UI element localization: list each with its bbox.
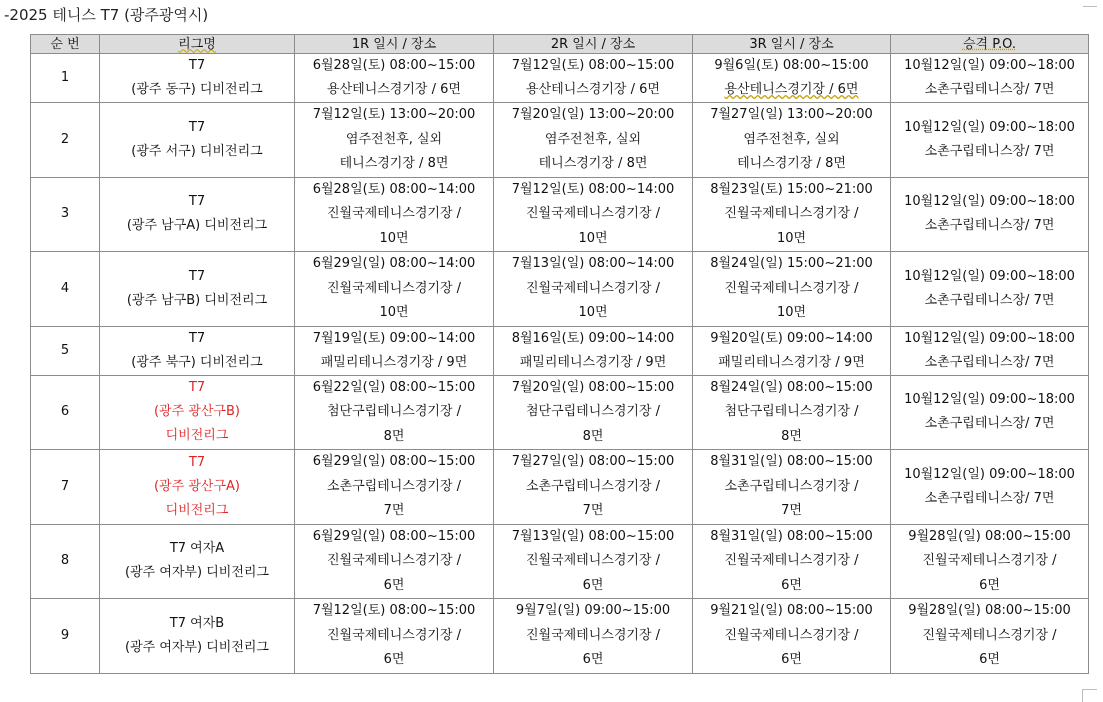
schedule-line: 10면: [776, 230, 807, 246]
schedule-line: 10월12일(일) 09:00~18:00: [904, 119, 1075, 135]
promotion-po-cell: [891, 375, 1089, 450]
schedule-line: 9월28일(일) 08:00~15:00: [908, 603, 1071, 618]
league-name-cell: [100, 54, 295, 103]
round-1-cell: [295, 450, 494, 525]
schedule-line: 7월20일(일) 13:00~20:00: [511, 107, 675, 122]
league-name-cell: [100, 450, 295, 525]
schedule-line: 진월국제테니스경기장 /: [326, 627, 462, 643]
schedule-line: 8면: [781, 428, 802, 444]
schedule-line: 7월20일(일) 08:00~15:00: [511, 379, 675, 395]
schedule-line: 9월20일(토) 09:00~14:00: [710, 330, 873, 346]
schedule-line: 6월29일(일) 08:00~14:00: [312, 256, 476, 271]
row-number: 6: [31, 375, 100, 450]
round-1-cell: [295, 326, 494, 375]
schedule-line: 7월13일(일) 08:00~14:00: [511, 256, 675, 271]
league-name-line: 디비전리그: [165, 428, 229, 444]
schedule-line: 8면: [383, 428, 405, 444]
table-row: [31, 524, 1089, 599]
league-name-line: (광주 광산구A): [154, 478, 240, 494]
schedule-line: 소촌구립테니스장/ 7면: [924, 354, 1055, 370]
league-name-line: T7: [188, 454, 206, 470]
schedule-line: 10월12일(일) 09:00~18:00: [904, 58, 1075, 73]
promotion-po-cell: [891, 54, 1089, 103]
schedule-line: 패밀리테니스경기장 / 9면: [320, 354, 468, 370]
league-name-cell: [100, 177, 295, 252]
league-name-line: T7: [188, 380, 206, 396]
league-name-line: (광주 북구) 디비전리그: [131, 354, 263, 370]
round-2-cell: [494, 252, 693, 327]
league-name-line: T7: [188, 330, 206, 346]
schedule-line: 10면: [776, 305, 807, 320]
round-1-cell: [295, 599, 494, 674]
schedule-line: 7월19일(토) 09:00~14:00: [312, 330, 476, 346]
table-row: [31, 252, 1089, 327]
league-name-cell: [100, 252, 295, 327]
schedule-line: 테니스경기장 / 8면: [339, 156, 449, 171]
round-2-cell: [494, 450, 693, 525]
row-number: 7: [31, 450, 100, 525]
promotion-po-cell: [891, 252, 1089, 327]
schedule-line: 소촌구립테니스장/ 7면: [924, 490, 1055, 506]
league-name-line: (광주 서구) 디비전리그: [131, 143, 263, 159]
league-name-cell: [100, 326, 295, 375]
row-number: 2: [31, 103, 100, 178]
header-round-2: 2R 일시 / 장소: [494, 35, 693, 54]
header-league: [100, 35, 295, 54]
schedule-line: 9월7일(일) 09:00~15:00: [515, 603, 671, 618]
schedule-line: 7월13일(일) 08:00~15:00: [511, 528, 675, 544]
schedule-line: 소촌구립테니스경기장 /: [525, 478, 661, 494]
schedule-line: 9월28일(일) 08:00~15:00: [908, 528, 1071, 544]
schedule-line: 소촌구립테니스장/ 7면: [924, 143, 1055, 159]
schedule-line: 10면: [578, 230, 608, 246]
round-3-cell: [693, 252, 891, 327]
schedule-body: [31, 54, 1089, 674]
schedule-line: 6면: [979, 652, 1000, 667]
schedule-line: 용산테니스경기장 / 6면: [526, 82, 660, 97]
schedule-line: 진월국제테니스경기장 /: [724, 280, 859, 296]
schedule-line: 6월28일(토) 08:00~14:00: [312, 181, 476, 197]
schedule-line: 소촌구립테니스장/ 7면: [924, 218, 1055, 234]
league-name-line: T7: [188, 194, 206, 210]
row-number: 9: [31, 599, 100, 674]
schedule-line: 염주전천후, 실외: [743, 131, 840, 147]
round-3-cell: [693, 450, 891, 525]
schedule-line: 소촌구립테니스장/ 7면: [924, 416, 1055, 432]
round-2-cell: [494, 103, 693, 178]
promotion-po-cell: [891, 103, 1089, 178]
row-number: 5: [31, 326, 100, 375]
league-name-cell: [100, 375, 295, 450]
league-name-line: (광주 여자부) 디비전리그: [125, 565, 269, 581]
round-2-cell: [494, 375, 693, 450]
round-3-cell: [693, 599, 891, 674]
schedule-line: 8월31일(일) 08:00~15:00: [710, 528, 873, 544]
promotion-po-cell: [891, 326, 1089, 375]
round-3-cell: [693, 524, 891, 599]
schedule-line: 7면: [781, 503, 802, 518]
header-no: 순 번: [31, 35, 100, 54]
table-row: [31, 599, 1089, 674]
header-round-3: 3R 일시 / 장소: [693, 35, 891, 54]
schedule-line: 6면: [781, 652, 802, 667]
schedule-line: 7월27일(일) 13:00~20:00: [710, 107, 873, 122]
row-number: 3: [31, 177, 100, 252]
table-row: [31, 54, 1089, 103]
schedule-line: 10면: [379, 230, 409, 246]
row-number: 8: [31, 524, 100, 599]
schedule-line: 7월12일(토) 13:00~20:00: [312, 107, 476, 122]
schedule-line: 첨단구립테니스경기장 /: [326, 404, 462, 419]
round-3-cell: [693, 326, 891, 375]
schedule-line: 6월22일(일) 08:00~15:00: [312, 379, 476, 395]
schedule-line: 6면: [582, 577, 604, 593]
league-name-line: (광주 남구A) 디비전리그: [126, 218, 268, 234]
round-2-cell: [494, 177, 693, 252]
schedule-line: 6면: [781, 577, 802, 593]
schedule-line: 진월국제테니스경기장 /: [326, 553, 462, 568]
schedule-line: 패밀리테니스경기장 / 9면: [718, 354, 865, 370]
schedule-line: 진월국제테니스경기장 /: [525, 206, 661, 221]
promotion-po-cell: [891, 450, 1089, 525]
league-name-cell: [100, 599, 295, 674]
league-name-line: T7: [188, 268, 206, 284]
schedule-line: 10월12일(일) 09:00~18:00: [904, 268, 1075, 284]
league-name-cell: [100, 524, 295, 599]
header-promotion-po: [891, 35, 1089, 54]
schedule-line: 6월29일(일) 08:00~15:00: [312, 454, 476, 469]
round-1-cell: [295, 54, 494, 103]
schedule-line: 진월국제테니스경기장 /: [724, 627, 859, 643]
schedule-line: 용산테니스경기장 / 6면: [327, 82, 461, 97]
league-name-line: T7: [188, 119, 206, 135]
schedule-line: 진월국제테니스경기장 /: [525, 627, 661, 643]
league-name-cell: [100, 103, 295, 178]
schedule-line: 10면: [379, 305, 409, 320]
schedule-line: 7월12일(토) 08:00~15:00: [312, 603, 476, 618]
league-name-line: (광주 여자부) 디비전리그: [125, 639, 269, 655]
schedule-line: 염주전천후, 실외: [544, 131, 642, 147]
header-row: [31, 35, 1089, 54]
row-number: 4: [31, 252, 100, 327]
header-league-label: 리그명: [178, 36, 216, 52]
schedule-line: 소촌구립테니스경기장 /: [724, 478, 859, 494]
schedule-line: 소촌구립테니스경기장 /: [326, 478, 462, 494]
promotion-po-cell: [891, 177, 1089, 252]
schedule-line: 용산테니스경기장 / 6면: [724, 82, 859, 97]
header-po-label: 승격 P.O.: [962, 36, 1017, 52]
schedule-line: 7면: [582, 503, 604, 518]
schedule-line: 9월6일(토) 08:00~15:00: [714, 58, 869, 73]
round-1-cell: [295, 177, 494, 252]
schedule-line: 10월12일(일) 09:00~18:00: [904, 466, 1075, 482]
schedule-line: 6면: [383, 652, 405, 667]
schedule-line: 6월28일(토) 08:00~15:00: [312, 58, 476, 73]
schedule-line: 8면: [582, 428, 604, 444]
schedule-line: 진월국제테니스경기장 /: [922, 627, 1057, 643]
schedule-line: 패밀리테니스경기장 / 9면: [519, 354, 667, 370]
table-row: [31, 326, 1089, 375]
schedule-line: 진월국제테니스경기장 /: [326, 206, 462, 221]
page-corner-mark-top: [1083, 0, 1097, 7]
schedule-line: 10월12일(일) 09:00~18:00: [904, 330, 1075, 346]
schedule-line: 8월31일(일) 08:00~15:00: [710, 454, 873, 469]
league-name-line: (광주 남구B) 디비전리그: [126, 292, 268, 308]
round-3-cell: [693, 54, 891, 103]
schedule-line: 6월29일(일) 08:00~15:00: [312, 528, 476, 544]
schedule-line: 8월24일(일) 15:00~21:00: [710, 256, 873, 271]
round-1-cell: [295, 524, 494, 599]
round-3-cell: [693, 103, 891, 178]
league-name-line: 디비전리그: [165, 502, 229, 518]
round-2-cell: [494, 54, 693, 103]
page-corner-mark-bottom: [1082, 689, 1097, 702]
round-1-cell: [295, 103, 494, 178]
schedule-line: 6면: [582, 652, 604, 667]
schedule-line: 테니스경기장 / 8면: [538, 156, 648, 171]
league-name-line: T7 여자A: [169, 541, 225, 557]
league-name-line: T7 여자B: [169, 615, 225, 631]
schedule-line: 진월국제테니스경기장 /: [922, 553, 1057, 568]
schedule-line: 8월23일(토) 15:00~21:00: [710, 181, 873, 197]
schedule-line: 8월24일(일) 08:00~15:00: [710, 379, 873, 395]
schedule-line: 첨단구립테니스경기장 /: [724, 404, 859, 419]
schedule-line: 염주전천후, 실외: [345, 131, 443, 147]
schedule-line: 7월12일(토) 08:00~15:00: [511, 58, 675, 73]
league-name-line: (광주 광산구B): [154, 404, 240, 420]
schedule-line: 7면: [383, 503, 405, 518]
schedule-line: 6면: [979, 577, 1000, 593]
document-title: -2025 테니스 T7 (광주광역시): [4, 6, 209, 24]
schedule-line: 첨단구립테니스경기장 /: [525, 404, 661, 419]
schedule-line: 6면: [383, 577, 405, 593]
table-row: [31, 177, 1089, 252]
round-2-cell: [494, 599, 693, 674]
round-1-cell: [295, 252, 494, 327]
row-number: 1: [31, 54, 100, 103]
schedule-line: 10월12일(일) 09:00~18:00: [904, 194, 1075, 210]
schedule-line: 9월21일(일) 08:00~15:00: [710, 603, 873, 618]
round-3-cell: [693, 177, 891, 252]
schedule-line: 10월12일(일) 09:00~18:00: [904, 392, 1075, 408]
table-row: [31, 450, 1089, 525]
schedule-line: 8월16일(토) 09:00~14:00: [511, 330, 675, 346]
schedule-line: 진월국제테니스경기장 /: [326, 280, 462, 296]
schedule-line: 10면: [578, 305, 608, 320]
schedule-line: 진월국제테니스경기장 /: [525, 280, 661, 296]
league-name-line: T7: [188, 58, 206, 73]
schedule-table: [30, 34, 1089, 674]
schedule-line: 소촌구립테니스장/ 7면: [924, 82, 1055, 97]
header-round-1: 1R 일시 / 장소: [295, 35, 494, 54]
schedule-line: 소촌구립테니스장/ 7면: [924, 292, 1055, 308]
schedule-line: 진월국제테니스경기장 /: [525, 553, 661, 568]
league-name-line: (광주 동구) 디비전리그: [131, 82, 263, 97]
promotion-po-cell: [891, 524, 1089, 599]
table-row: [31, 375, 1089, 450]
round-2-cell: [494, 326, 693, 375]
schedule-line: 7월27일(일) 08:00~15:00: [511, 454, 675, 469]
round-2-cell: [494, 524, 693, 599]
schedule-line: 7월12일(토) 08:00~14:00: [511, 181, 675, 197]
round-3-cell: [693, 375, 891, 450]
schedule-line: 진월국제테니스경기장 /: [724, 553, 859, 568]
schedule-line: 진월국제테니스경기장 /: [724, 206, 859, 221]
schedule-line: 테니스경기장 / 8면: [737, 156, 846, 171]
round-1-cell: [295, 375, 494, 450]
table-row: [31, 103, 1089, 178]
promotion-po-cell: [891, 599, 1089, 674]
